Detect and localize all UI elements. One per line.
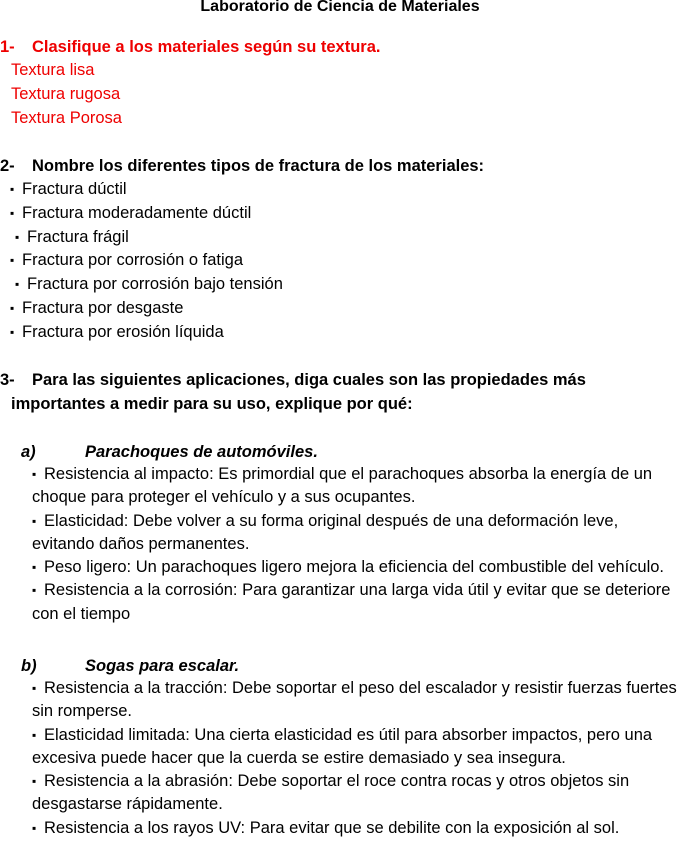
- subquestion-a-title: Parachoques de automóviles.: [85, 443, 318, 461]
- document-title: Laboratorio de Ciencia de Materiales: [200, 0, 480, 15]
- square-bullet-icon: ▪: [32, 560, 37, 575]
- list-item: Textura rugosa: [11, 84, 121, 103]
- square-bullet-icon: ▪: [15, 229, 20, 244]
- list-item-text: Peso ligero: Un parachoques ligero mejora la eficiencia del combustible del vehículo.: [44, 558, 665, 577]
- rope-properties-list: [32, 677, 680, 840]
- question-3-text-line2: importantes a medir para su uso, explique por qué:: [11, 395, 413, 413]
- square-bullet-icon: ▪: [32, 774, 37, 789]
- list-item-text: Fractura por corrosión o fatiga: [22, 251, 244, 270]
- list-item: [32, 724, 680, 771]
- square-bullet-icon: ▪: [32, 467, 37, 481]
- square-bullet-icon: ▪: [10, 300, 15, 315]
- square-bullet-icon: ▪: [32, 727, 37, 742]
- list-item-text: Resistencia a la corrosión: Para garantizar una larga vida útil y evitar que se deteriore con el tiempo: [32, 581, 671, 623]
- list-item: [32, 510, 680, 557]
- fracture-list: [10, 178, 283, 345]
- list-item: [32, 556, 680, 579]
- list-item: [10, 202, 283, 226]
- list-item: [32, 677, 680, 724]
- list-item: [32, 770, 680, 817]
- square-bullet-icon: ▪: [10, 324, 15, 339]
- list-item: [10, 226, 283, 250]
- list-item-text: Fractura por desgaste: [22, 298, 184, 317]
- list-item: [10, 297, 283, 321]
- list-item-text: Resistencia a la abrasión: Debe soportar el roce contra rocas y otros objetos sin desgastarse rápidamente.: [32, 772, 630, 814]
- question-1-text: Clasifique a los materiales según su textura.: [32, 38, 381, 56]
- list-item-text: Resistencia a los rayos UV: Para evitar que se debilite con la exposición al sol.: [44, 818, 620, 837]
- list-item: [10, 273, 283, 297]
- square-bullet-icon: ▪: [10, 182, 15, 196]
- list-item-text: Fractura frágil: [27, 227, 129, 246]
- subquestion-b-letter: b): [21, 657, 37, 675]
- list-item-text: Resistencia al impacto: Es primordial que el parachoques absorba la energía de un choque para proteger el vehículo y a sus ocupantes.: [32, 465, 653, 507]
- list-item-text: Fractura por corrosión bajo tensión: [27, 275, 283, 294]
- texture-list: [11, 59, 122, 130]
- list-item-text: Elasticidad: Debe volver a su forma original después de una deformación leve, evitando daños permanentes.: [32, 511, 619, 553]
- question-1-heading: [0, 35, 380, 59]
- list-item: [10, 321, 283, 345]
- question-3-heading: [0, 368, 680, 416]
- list-item: Textura lisa: [11, 61, 95, 79]
- list-item: Textura Porosa: [11, 108, 122, 127]
- list-item-text: Resistencia a la tracción: Debe soportar el peso del escalador y resistir fuerzas fuertes sin romperse.: [32, 679, 677, 721]
- question-1-number: 1-: [0, 38, 15, 56]
- subquestion-b-title: Sogas para escalar.: [85, 657, 240, 675]
- subquestion-a-letter: a): [21, 443, 36, 461]
- list-item-text: Elasticidad limitada: Una cierta elasticidad es útil para absorber impactos, pero una excesiva puede hacer que la cuerda se estire demasiado y sea insegura.: [32, 725, 653, 767]
- square-bullet-icon: ▪: [32, 681, 37, 695]
- list-item-text: Fractura dúctil: [22, 180, 127, 198]
- question-3-text-line1: Para las siguientes aplicaciones, diga cuales son las propiedades más: [32, 371, 586, 389]
- question-2-number: 2-: [0, 157, 15, 175]
- square-bullet-icon: ▪: [32, 583, 37, 598]
- question-3-number: 3-: [0, 371, 15, 389]
- question-2-heading: [0, 154, 484, 178]
- square-bullet-icon: ▪: [10, 253, 15, 268]
- bumper-properties-list: [32, 463, 680, 626]
- square-bullet-icon: ▪: [32, 513, 37, 528]
- square-bullet-icon: ▪: [15, 277, 20, 292]
- list-item: [32, 579, 680, 626]
- list-item-text: Fractura moderadamente dúctil: [22, 203, 252, 222]
- list-item: [32, 463, 680, 510]
- square-bullet-icon: ▪: [32, 820, 37, 835]
- list-item: [32, 817, 680, 840]
- square-bullet-icon: ▪: [10, 205, 15, 220]
- question-2-text: Nombre los diferentes tipos de fractura de los materiales:: [32, 157, 485, 175]
- subquestion-a-heading: [21, 440, 318, 464]
- list-item-text: Fractura por erosión líquida: [22, 322, 224, 341]
- subquestion-b-heading: [21, 654, 239, 678]
- list-item: [10, 249, 283, 273]
- list-item: [10, 178, 283, 202]
